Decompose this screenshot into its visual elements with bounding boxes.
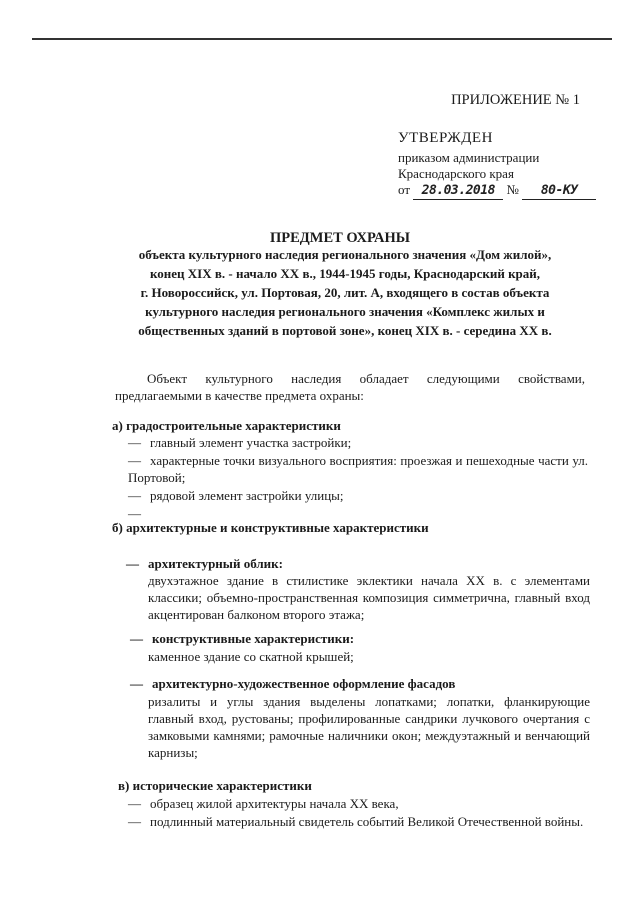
- section-c-item: [128, 813, 590, 830]
- subsection-title: [126, 556, 283, 572]
- subtitle-line: конец XIX в. - начало XX в., 1944-1945 годы, Краснодарский край,: [149, 266, 541, 281]
- dash: —: [130, 676, 143, 691]
- section-a-title: а) градостроительные характеристики: [112, 418, 341, 433]
- order-line-1: приказом администрации: [398, 150, 540, 165]
- item-text: образец жилой архитектуры начала XX века,: [150, 796, 399, 811]
- subsection-text: каменное здание со скатной крышей;: [148, 649, 354, 664]
- subtitle-line: г. Новороссийск, ул. Портовая, 20, лит. А, входящего в состав объекта: [140, 285, 550, 300]
- section-a-item: [128, 434, 588, 451]
- item-text: главный элемент участка застройки;: [150, 435, 352, 450]
- date-prefix: от: [398, 182, 411, 197]
- section-a-item: [128, 487, 588, 504]
- subtitle-line: культурного наследия регионального значения «Комплекс жилых и: [145, 304, 545, 319]
- item-text: подлинный материальный свидетель событий Великой Отечественной войны.: [150, 814, 584, 829]
- section-c-title: в) исторические характеристики: [118, 778, 312, 793]
- subsection-title: [130, 676, 455, 692]
- dash: —: [128, 488, 141, 503]
- top-rule: [32, 38, 612, 40]
- section-c-item: [128, 795, 588, 812]
- order-line-2: Краснодарского края: [398, 166, 514, 181]
- handwritten-number: 80-КУ: [522, 183, 596, 200]
- dash: —: [128, 435, 141, 450]
- approval-block: [398, 130, 596, 200]
- subsection-title-text: конструктивные характеристики:: [152, 631, 355, 646]
- approved-label: УТВЕРЖДЕН: [398, 130, 493, 146]
- dash: —: [128, 506, 141, 521]
- dash: —: [126, 556, 139, 571]
- document-subtitle: [100, 245, 590, 340]
- subtitle-line: общественных зданий в портовой зоне», конец XIX в. - середина XX в.: [138, 323, 552, 338]
- intro-paragraph: Объект культурного наследия обладает следующими свойствами, предлагаемыми в качестве предмета охраны:: [115, 371, 585, 403]
- subsection-text: двухэтажное здание в стилистике эклектики начала XX в. с элементами классики; объемно-пространственная композиция симметрична, главный вход акцентирован балконом второго этажа;: [148, 573, 590, 622]
- dash: —: [130, 631, 143, 646]
- number-prefix: №: [506, 182, 519, 197]
- dash: —: [128, 796, 141, 811]
- subsection-text: ризалиты и углы здания выделены лопатками; лопатки, фланкирующие главный вход, рустованы; профилированные сандрики лучкового очертания с замковыми камнями; рамочные наличники окон; междуэтажный и венчающий карнизы;: [148, 694, 590, 760]
- subtitle-line: объекта культурного наследия регионального значения «Дом жилой»,: [138, 247, 552, 262]
- item-text: рядовой элемент застройки улицы;: [150, 488, 344, 503]
- date-line: [398, 182, 596, 200]
- dash: —: [128, 453, 141, 468]
- document-title: ПРЕДМЕТ ОХРАНЫ: [269, 230, 411, 246]
- item-text: характерные точки визуального восприятия: проезжая и пешеходные части ул. Портовой;: [128, 453, 588, 485]
- subsection-title-text: архитектурно-художественное оформление фасадов: [152, 676, 456, 691]
- handwritten-date: 28.03.2018: [413, 183, 503, 200]
- section-b-title: б) архитектурные и конструктивные характеристики: [112, 520, 429, 535]
- appendix-label: ПРИЛОЖЕНИЕ № 1: [451, 92, 580, 108]
- subsection-title-text: архитектурный облик:: [148, 556, 283, 571]
- subsection-title: [130, 631, 354, 647]
- dash: —: [128, 814, 141, 829]
- section-a-item: [128, 452, 588, 486]
